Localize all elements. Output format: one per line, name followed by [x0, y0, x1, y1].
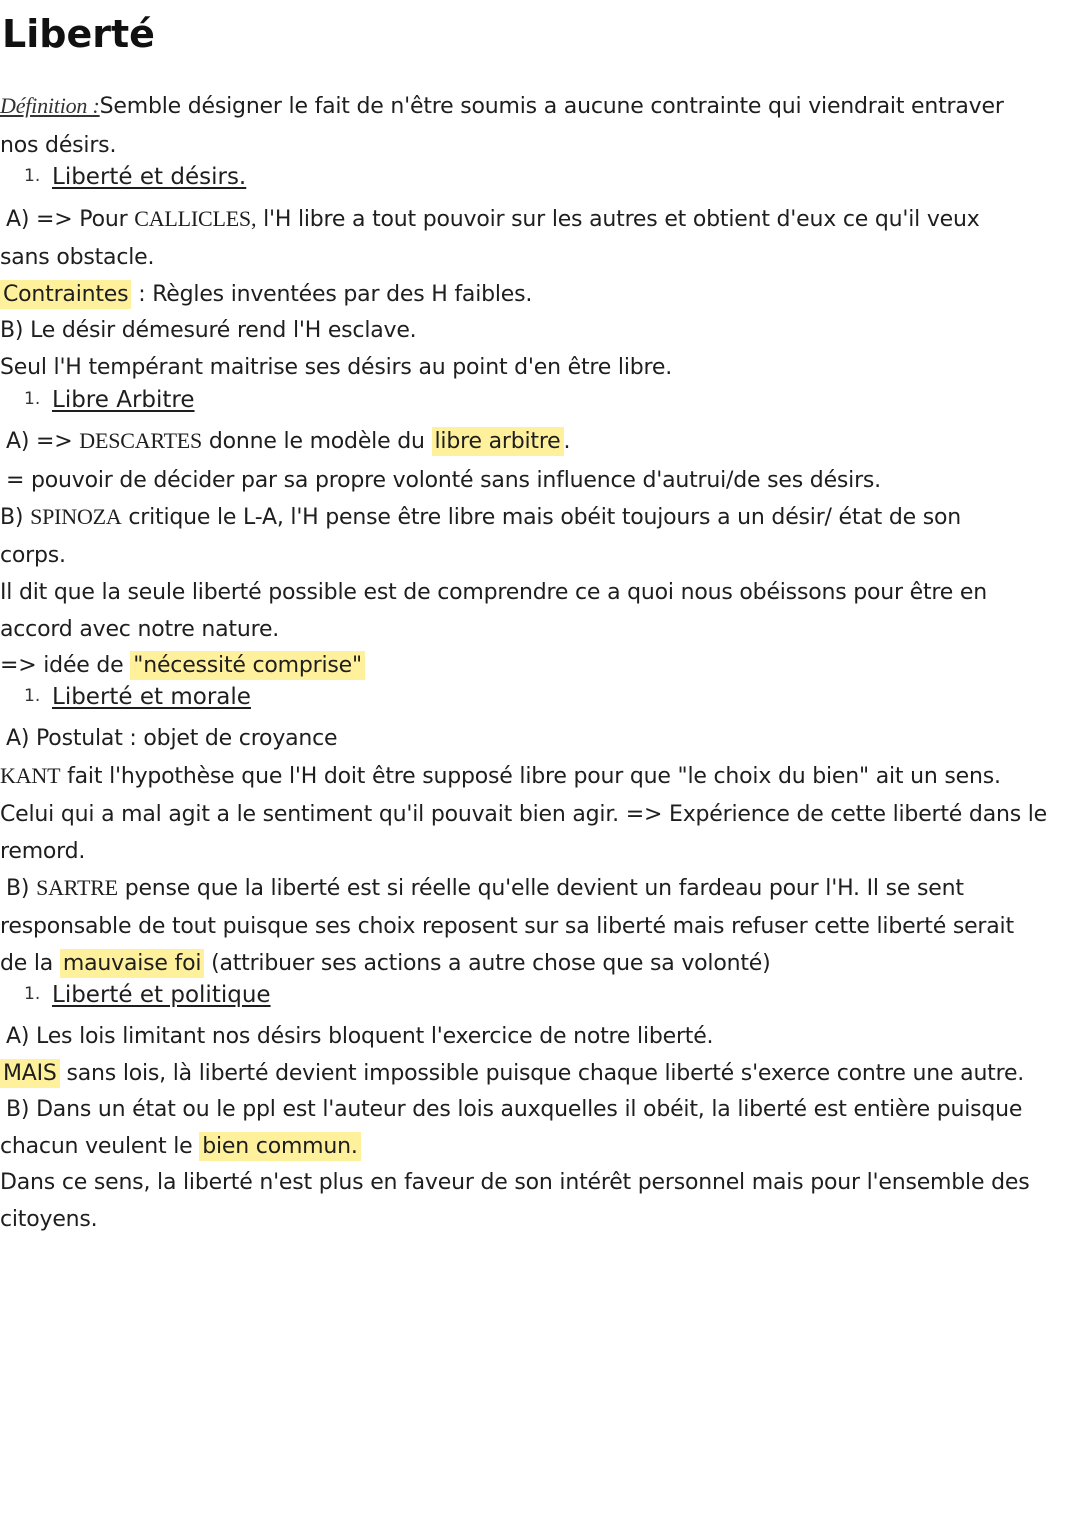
section-2-heading: Libre Arbitre [52, 387, 195, 413]
s1-line-b-cont: Seul l'H tempérant maitrise ses désirs au point d'en être libre. [0, 355, 672, 380]
highlight-mais: MAIS [0, 1059, 60, 1088]
s1-line-a-cont: sans obstacle. [0, 245, 155, 270]
s3-line-b: B) SARTRE pense que la liberté est si réelle qu'elle devient un fardeau pour l'H. Il se sent [6, 875, 964, 901]
author-callicles: CALLICLES, [134, 206, 257, 231]
s4-line-dans: Dans ce sens, la liberté n'est plus en faveur de son intérêt personnel mais pour l'ensemble des [0, 1170, 1030, 1195]
section-3-number: 1. [24, 686, 41, 706]
s2-line-il-dit: Il dit que la seule liberté possible est de comprendre ce a quoi nous obéissons pour être en [0, 580, 988, 605]
s1-line-a: A) => Pour CALLICLES, l'H libre a tout pouvoir sur les autres et obtient d'eux ce qu'il veux [6, 206, 980, 232]
s4-line-dans-cont: citoyens. [0, 1207, 98, 1232]
s4-line-b: B) Dans un état ou le ppl est l'auteur des lois auxquelles il obéit, la liberté est entière puisque [6, 1097, 1023, 1122]
s3-line-a: A) Postulat : objet de croyance [6, 726, 338, 751]
s1-line-contraintes: Contraintes : Règles inventées par des H faibles. [0, 277, 532, 313]
s3-line-celui: Celui qui a mal agit a le sentiment qu'il pouvait bien agir. => Expérience de cette liberté dans le [0, 802, 1048, 827]
s2-line-a: A) => DESCARTES donne le modèle du libre arbitre . [6, 428, 571, 454]
highlight-libre-arbitre: libre arbitre [432, 427, 564, 456]
section-1-number: 1. [24, 166, 41, 186]
s2-line-b-cont: corps. [0, 543, 66, 568]
s4-line-b-cont: chacun veulent le bien commun. [0, 1129, 361, 1165]
author-sartre: SARTRE [36, 875, 118, 900]
definition-text: Semble désigner le fait de n'être soumis a aucune contrainte qui viendrait entraver [99, 94, 1004, 119]
s2-line-idee: => idée de "nécessité comprise" [0, 648, 365, 684]
section-4-heading: Liberté et politique [52, 982, 271, 1008]
definition-label: Définition : [0, 93, 100, 118]
definition-line-1 [0, 88, 1004, 125]
highlight-bien-commun: bien commun. [199, 1132, 360, 1161]
section-3-heading: Liberté et morale [52, 684, 251, 710]
definition-line-2: nos désirs. [0, 133, 117, 158]
author-descartes: DESCARTES [79, 428, 203, 453]
s4-line-mais: MAIS sans lois, là liberté devient impossible puisque chaque liberté s'exerce contre une autre. [0, 1056, 1024, 1092]
highlight-contraintes: Contraintes [0, 280, 131, 309]
page-title: Liberté [2, 12, 155, 56]
s2-line-il-dit-cont: accord avec notre nature. [0, 617, 280, 642]
highlight-necessite-comprise: "nécessité comprise" [130, 651, 365, 680]
highlight-mauvaise-foi: mauvaise foi [60, 949, 204, 978]
s3-line-celui-cont: remord. [0, 839, 86, 864]
s3-line-b-cont2: de la mauvaise foi (attribuer ses actions a autre chose que sa volonté) [0, 951, 771, 976]
s4-line-a: A) Les lois limitant nos désirs bloquent l'exercice de notre liberté. [6, 1024, 714, 1049]
s1-line-b: B) Le désir démesuré rend l'H esclave. [0, 318, 417, 343]
s3-line-b-cont: responsable de tout puisque ses choix reposent sur sa liberté mais refuser cette liberté serait [0, 914, 1014, 939]
s2-line-eq: = pouvoir de décider par sa propre volonté sans influence d'autrui/de ses désirs. [6, 468, 881, 493]
s3-line-kant: KANT fait l'hypothèse que l'H doit être supposé libre pour que "le choix du bien" ait un sens. [0, 763, 1001, 789]
author-kant: KANT [0, 763, 61, 788]
author-spinoza: SPINOZA [30, 504, 122, 529]
section-4-number: 1. [24, 984, 41, 1004]
section-2-number: 1. [24, 389, 41, 409]
section-1-heading: Liberté et désirs. [52, 164, 247, 190]
s2-line-b: B) SPINOZA critique le L-A, l'H pense être libre mais obéit toujours a un désir/ état de son [0, 504, 961, 530]
